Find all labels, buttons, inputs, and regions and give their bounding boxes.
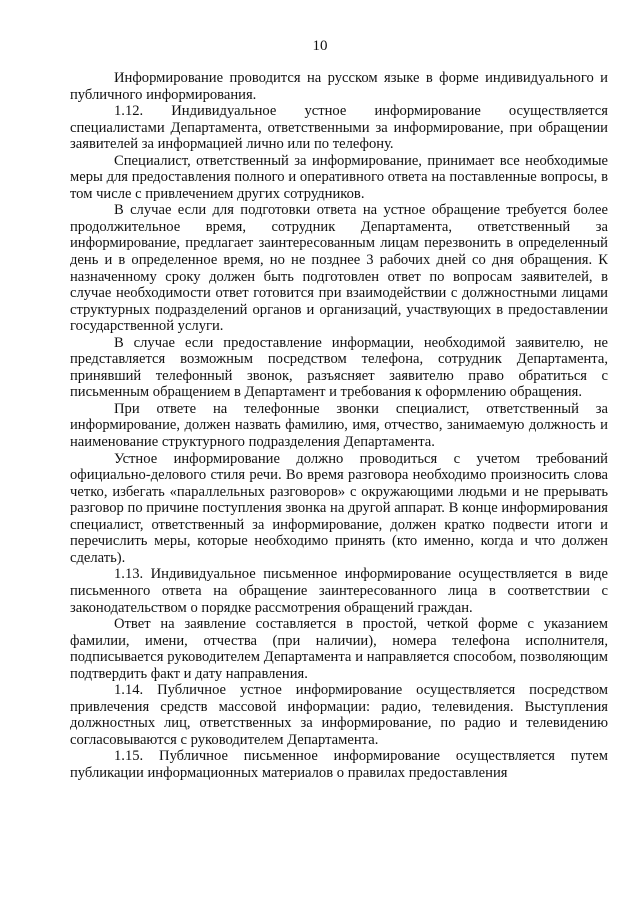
paragraph-callback-time: В случае если для подготовки ответа на устное обращение требуется более продолжительное время, сотрудник Департамента, ответственный за информирование, предлагает заинтересованным лицам перезвонить в определенный день и в определенное время, но не позднее 3 рабочих дней со дня обращения. К назначенному сроку должен быть подготовлен ответ по вопросам заявителей, в случае необходимости ответ готовится при взаимодействии с должностными лицами структурных подразделений органов и организаций, участвующих в предоставлении государственной услуги. bbox=[70, 202, 608, 335]
paragraph-written-appeal: В случае если предоставление информации, необходимой заявителю, не представляется возможным посредством телефона, сотрудник Департамента, принявший телефонный звонок, разъясняет заявителю право обратиться с письменным обращением в Департамент и требования к оформлению обращения. bbox=[70, 334, 608, 401]
paragraph-informing-language: Информирование проводится на русском языке в форме индивидуального и публичного информирования. bbox=[70, 70, 608, 103]
paragraph-phone-answer: При ответе на телефонные звонки специалист, ответственный за информирование, должен назвать фамилию, имя, отчество, занимаемую должность и наименование структурного подразделения Департамента. bbox=[70, 400, 608, 451]
document-body bbox=[70, 70, 608, 782]
page-number: 10 bbox=[312, 38, 328, 54]
paragraph-specialist-measures: Специалист, ответственный за информирование, принимает все необходимые меры для предоставления полного и оперативного ответа на поставленные вопросы, в том числе с привлечением других сотрудников. bbox=[70, 152, 608, 202]
paragraph-1-13: 1.13. Индивидуальное письменное информирование осуществляется в виде письменного ответа на обращение заинтересованного лица в соответствии с законодательством о порядке рассмотрения обращений граждан. bbox=[70, 566, 608, 616]
paragraph-1-12: 1.12. Индивидуальное устное информирование осуществляется специалистами Департамента, ответственными за информирование, при обращении заявителей за информацией лично или по телефону. bbox=[70, 103, 608, 153]
paragraph-oral-style: Устное информирование должно проводиться с учетом требований официально-делового стиля речи. Во время разговора необходимо произносить слова четко, избегать «параллельных разговоров» с окружающими людьми и не прерывать разговор по причине поступления звонка на другой аппарат. В конце информирования специалист, ответственный за информирование, должен кратко подвести итоги и перечислить меры, которые необходимо принять (кто именно, когда и что должен сделать). bbox=[70, 450, 608, 566]
paragraph-1-14: 1.14. Публичное устное информирование осуществляется посредством привлечения средств массовой информации: радио, телевидения. Выступления должностных лиц, ответственных за информирование, по радио и телевидению согласовываются с руководителем Департамента. bbox=[70, 682, 608, 748]
paragraph-reply-form: Ответ на заявление составляется в простой, четкой форме с указанием фамилии, имени, отчества (при наличии), номера телефона исполнителя, подписывается руководителем Департамента и направляется способом, позволяющим подтвердить факт и дату направления. bbox=[70, 616, 608, 682]
paragraph-1-15: 1.15. Публичное письменное информирование осуществляется путем публикации информационных материалов о правилах предоставления bbox=[70, 748, 608, 781]
